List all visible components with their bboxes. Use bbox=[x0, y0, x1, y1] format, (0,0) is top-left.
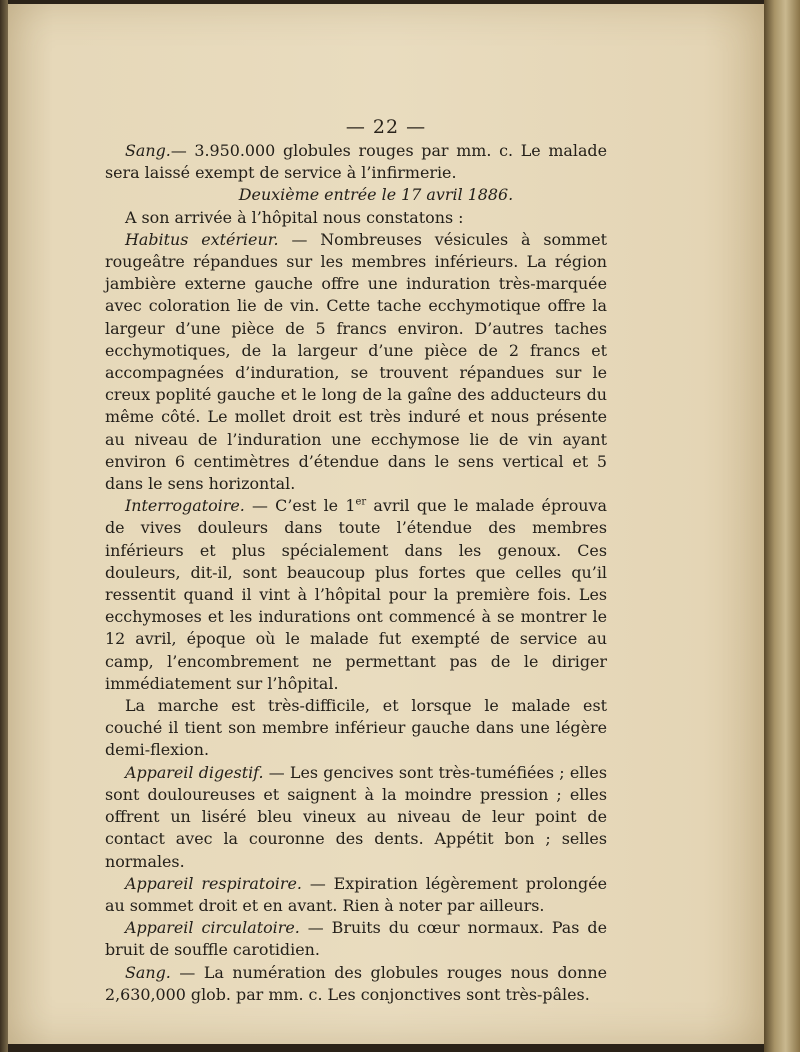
paragraph-arrival bbox=[105, 207, 607, 229]
paragraph-lead: Sang. bbox=[125, 962, 171, 982]
paragraph-lead: Appareil digestif. bbox=[125, 762, 264, 782]
section-heading: Deuxième entrée le 17 avril 1886. bbox=[238, 185, 514, 205]
paragraph-text: — C’est le 1 bbox=[244, 496, 356, 516]
book-spine bbox=[764, 0, 800, 1052]
book-left-edge bbox=[0, 0, 8, 1052]
paragraph-text: — Nombreuses vésicules à sommet rougeâtre répandues sur les membres inférieurs. La région jambière externe gauche offre une induration très-marquée avec coloration lie de vin. Cette tache ecchymotique offre la largeur d’une pièce de 5 francs environ. D’autres taches ecchymotiques, de la largeur d’une pièce de 2 francs et accompagnées d’induration, se trouvent répandues sur le creux poplité gauche et le long de la gaîne des adducteurs du même côté. Le mollet droit est très induré et nous présente au niveau de l’induration une ecchymose lie de vin ayant environ 6 centimètres d’étendue dans le sens vertical et 5 dans le sens horizontal. bbox=[105, 229, 607, 494]
paragraph-marche bbox=[105, 695, 607, 762]
paragraph-respiratoire bbox=[105, 873, 607, 917]
paragraph-text-continued: avril que le malade éprouva de vives douleurs dans toute l’étendue des membres inférieurs et plus spécialement dans les genoux. Ces douleurs, dit-il, sont beaucoup plus fortes que celles qu’il ressentit quand il vint à l’hôpital pour la première fois. Les ecchymoses et les indurations ont commencé à se montrer le 12 avril, époque où le malade fut exempté de service au camp, l’encombrement ne permettant pas de le diriger immédiatement sur l’hôpital. bbox=[105, 496, 607, 693]
paragraph-text: — La numération des globules rouges nous donne 2,630,000 glob. par mm. c. Les conjonctives sont très-pâles. bbox=[105, 962, 607, 1004]
paragraph-lead: Appareil circulatoire. bbox=[125, 918, 300, 938]
paragraph-text: La marche est très-difficile, et lorsque le malade est couché il tient son membre inférieur gauche dans une légère demi-flexion. bbox=[105, 696, 607, 760]
paragraph-lead: Habitus extérieur. bbox=[125, 229, 279, 249]
ordinal-superscript: er bbox=[355, 496, 367, 508]
page-number: — 22 — bbox=[345, 116, 427, 138]
paragraph-text: — 3.950.000 globules rouges par mm. c. Le malade sera laissé exempt de service à l’infirmerie. bbox=[105, 141, 607, 183]
paragraph-text: — Expiration légèrement prolongée au sommet droit et en avant. Rien à noter par ailleurs. bbox=[105, 873, 608, 915]
paragraph-sang-1 bbox=[105, 140, 607, 184]
paragraph-interrogatoire bbox=[105, 495, 607, 695]
paragraph-text: — Bruits du cœur normaux. Pas de bruit de souffle carotidien. bbox=[105, 918, 607, 960]
book-page bbox=[8, 4, 764, 1044]
paragraph-lead: Sang. bbox=[125, 141, 171, 160]
body-text bbox=[105, 140, 607, 1006]
paragraph-lead: Appareil respiratoire. bbox=[125, 873, 302, 893]
paragraph-text: A son arrivée à l’hôpital nous constatons : bbox=[125, 207, 464, 227]
paragraph-circulatoire bbox=[105, 917, 607, 961]
paragraph-sang-2 bbox=[105, 962, 607, 1006]
paragraph-habitus bbox=[105, 229, 607, 495]
paragraph-lead: Interrogatoire. bbox=[125, 496, 245, 516]
paragraph-text: — Les gencives sont très-tuméfiées ; elles sont douloureuses et saignent à la moindre pression ; elles offrent un liséré bleu vineux au niveau de leur point de contact avec la couronne des dents. Appétit bon ; selles normales. bbox=[105, 762, 607, 871]
paragraph-digestif bbox=[105, 762, 607, 873]
